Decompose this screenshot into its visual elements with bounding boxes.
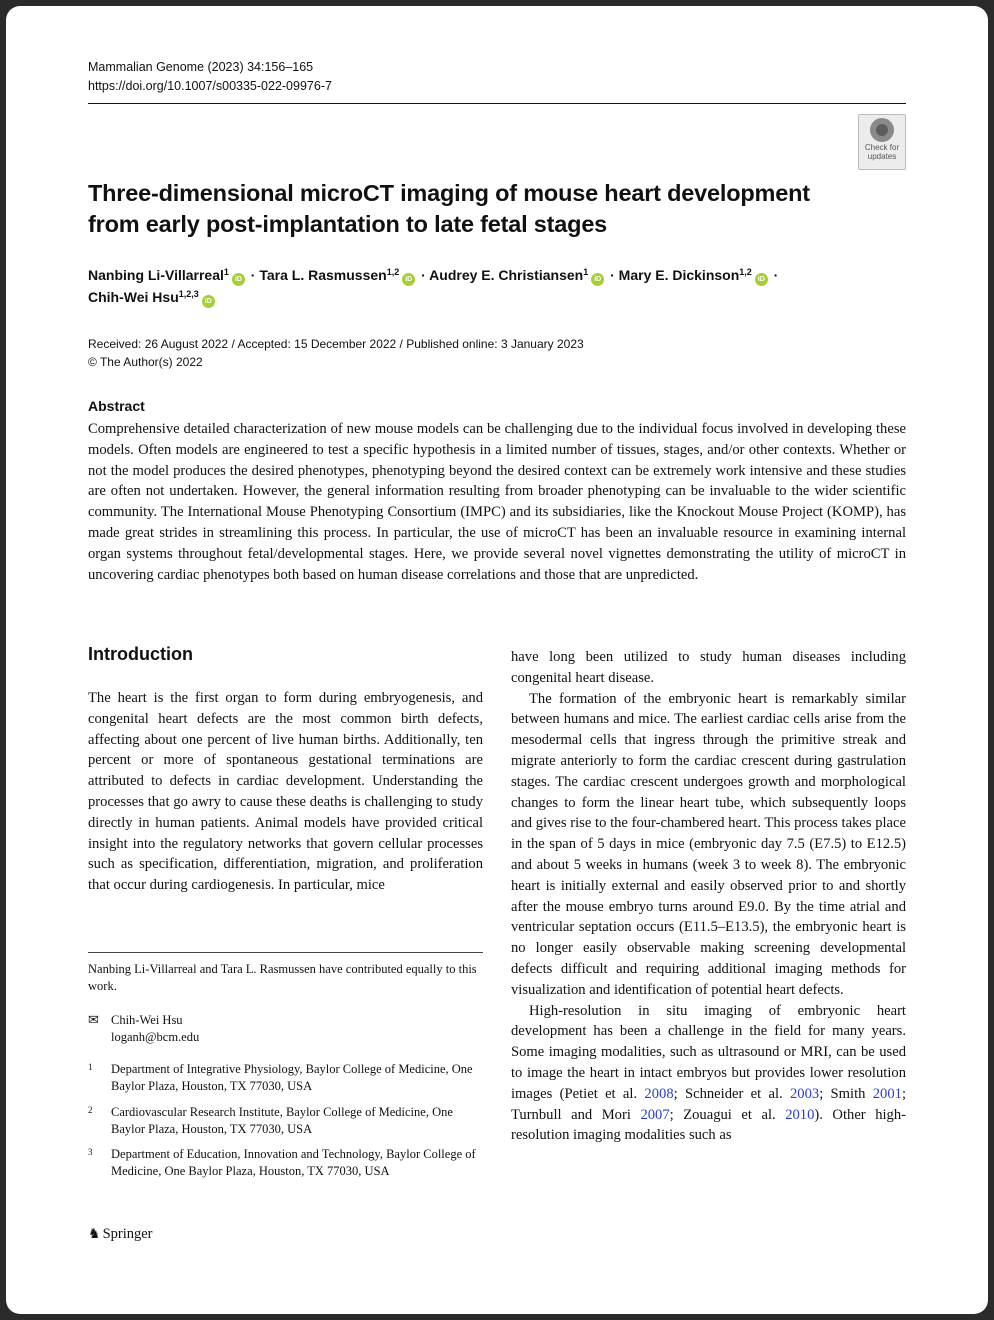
citation-link[interactable]: 2007 [640, 1106, 670, 1123]
citation-link[interactable]: 2008 [644, 1085, 674, 1102]
abstract-body: Comprehensive detailed characterization of new mouse models can be challenging due to the individual focus involved in developing these models. Often models are engineered to test a specific hypothesis in a limited number of tissues, stages, and/or other contexts. Whether or not the model produces the desired phenotypes, phenotyping beyond the desired context can be extremely work intensive and these studies are often not undertaken. However, the general information resulting from broader phenotyping can be invaluable to the wider scientific community. The International Mouse Phenotyping Consortium (IMPC) and its subsidiaries, like the Knockout Mouse Project (KOMP), has made great strides in streamlining this process. In particular, the use of microCT has been an invaluable resource in examining internal organ systems throughout fetal/developmental stages. Here, we provide several novel vignettes demonstrating the utility of microCT in uncovering cardiac phenotypes both based on human disease correlations and those that are unpredicted. [88, 421, 906, 583]
intro-right-paragraph-3 [511, 1001, 906, 1147]
footnote-rule [88, 952, 483, 953]
crossmark-icon [870, 118, 894, 142]
author-separator: · [769, 267, 779, 283]
author-affiliation-sup: 1,2 [386, 267, 400, 277]
journal-citation: Mammalian Genome (2023) 34:156–165 [88, 60, 314, 74]
author-name[interactable]: Mary E. Dickinson [618, 267, 740, 283]
affiliation-text: Department of Integrative Physiology, Baylor College of Medicine, One Baylor Plaza, Houston, TX 77030, USA [111, 1062, 473, 1093]
corresponding-name: Chih-Wei Hsu [111, 1013, 183, 1027]
para-text: ; Zouagui et al. [669, 1106, 786, 1123]
intro-left-paragraph: The heart is the first organ to form during embryogenesis, and congenital heart defects are the most common birth defects, affecting about one percent of live human births. Additionally, ten percent or more of spontaneous gestational terminations are attributed to defects in cardiac development. Understanding the processes that go awry to cause these deaths is challenging to study directly in human patients. Animal models have provided critical insight into the regulatory networks that govern cellular processes such as specification, differentiation, migration, and proliferation that occur during cardiogenesis. In particular, mice [88, 690, 483, 894]
para-text: ; Smith [819, 1085, 873, 1102]
doi-link[interactable]: https://doi.org/10.1007/s00335-022-09976-7 [88, 79, 332, 93]
author-name[interactable]: Chih-Wei Hsu [88, 289, 179, 305]
article-page [6, 6, 988, 1314]
introduction-heading: Introduction [88, 644, 193, 664]
affiliation-text: Cardiovascular Research Institute, Baylor College of Medicine, One Baylor Plaza, Houston, TX 77030, USA [111, 1105, 453, 1136]
contribution-footnote: Nanbing Li-Villarreal and Tara L. Rasmussen have contributed equally to this work. [88, 962, 477, 993]
header-rule [88, 103, 906, 104]
author-separator: · [246, 267, 260, 283]
para-text: ). Other high-resolution imaging modalities such as [511, 1106, 906, 1144]
corresponding-email[interactable]: loganh@bcm.edu [111, 1030, 200, 1044]
journal-header [88, 58, 332, 96]
springer-horse-icon: ♞ [88, 1226, 101, 1242]
para-text: High-resolution in situ imaging of embryonic heart development has been a challenge in the field for many years. Some imaging modalities, such as ultrasound or MRI, can be used to image the heart in intact embryos but provides lower resolution images (Petiet et al. [511, 1002, 906, 1102]
author-affiliation-sup: 1 [223, 267, 229, 277]
publisher-name: Springer [102, 1226, 153, 1242]
intro-right-paragraph-2: The formation of the embryonic heart is remarkably similar between humans and mice. The earliest cardiac cells arise from the mesodermal cells that ingress through the primitive streak and migrate anteriorly to form the cardiac crescent during gastrulation stages. The cardiac crescent undergoes growth and morphological changes to form the linear heart tube, which subsequently loops and gives rise to the four-chambered heart. This process takes place in the span of 5 days in mice (embryonic day 7.5 (E7.5) to E12.5) and about 5 weeks in humans (week 3 to week 8). The embryonic heart is initially external and easily observed prior to and shortly after the mouse embryo turns around E9.0. By the time atrial and ventricular septation occurs (E11.5–E13.5), the embryonic heart is no longer easily observable making screening developmental defects difficult and requiring additional imaging methods for visualization and identification of potential heart defects. [511, 690, 906, 998]
orcid-icon[interactable]: iD [202, 295, 215, 308]
intro-right-continuation: have long been utilized to study human diseases including congenital heart disease. [511, 649, 906, 686]
author-separator: · [417, 267, 430, 283]
citation-link[interactable]: 2010 [785, 1106, 815, 1123]
dates-line: Received: 26 August 2022 / Accepted: 15 December 2022 / Published online: 3 January 2023 [88, 337, 584, 351]
author-affiliation-sup: 1,2,3 [178, 289, 199, 299]
orcid-icon[interactable]: iD [591, 273, 604, 286]
article-title: Three-dimensional microCT imaging of mouse heart development from early post-implantation to late fetal stages [88, 180, 810, 237]
envelope-icon: ✉ [88, 1013, 99, 1028]
affiliation-number: 2 [88, 1105, 93, 1115]
intro-right-column [511, 647, 906, 1146]
check-label-1: Check for [864, 143, 900, 152]
publication-dates [88, 335, 584, 371]
affiliation-text: Department of Education, Innovation and Technology, Baylor College of Medicine, One Baylor Plaza, Houston, TX 77030, USA [111, 1147, 476, 1178]
author-name[interactable]: Tara L. Rasmussen [259, 267, 387, 283]
author-name[interactable]: Nanbing Li-Villarreal [88, 267, 224, 283]
author-affiliation-sup: 1 [583, 267, 589, 277]
copyright-line: © The Author(s) 2022 [88, 355, 203, 369]
para-text: ; Turnbull and Mori [511, 1085, 906, 1123]
orcid-icon[interactable]: iD [402, 273, 415, 286]
affiliation-number: 1 [88, 1062, 93, 1072]
orcid-icon[interactable]: iD [755, 273, 768, 286]
author-name[interactable]: Audrey E. Christiansen [429, 267, 584, 283]
affiliation-number: 3 [88, 1147, 93, 1157]
orcid-icon[interactable]: iD [232, 273, 245, 286]
author-affiliation-sup: 1,2 [739, 267, 752, 277]
publisher-footer [88, 1226, 153, 1243]
citation-link[interactable]: 2001 [872, 1085, 902, 1102]
check-label-2: updates [867, 152, 897, 161]
citation-link[interactable]: 2003 [790, 1085, 820, 1102]
para-text: ; Schneider et al. [673, 1085, 790, 1102]
author-list [88, 264, 848, 308]
check-for-updates-badge[interactable] [858, 114, 906, 170]
abstract-heading: Abstract [88, 398, 145, 414]
author-separator: · [606, 267, 619, 283]
